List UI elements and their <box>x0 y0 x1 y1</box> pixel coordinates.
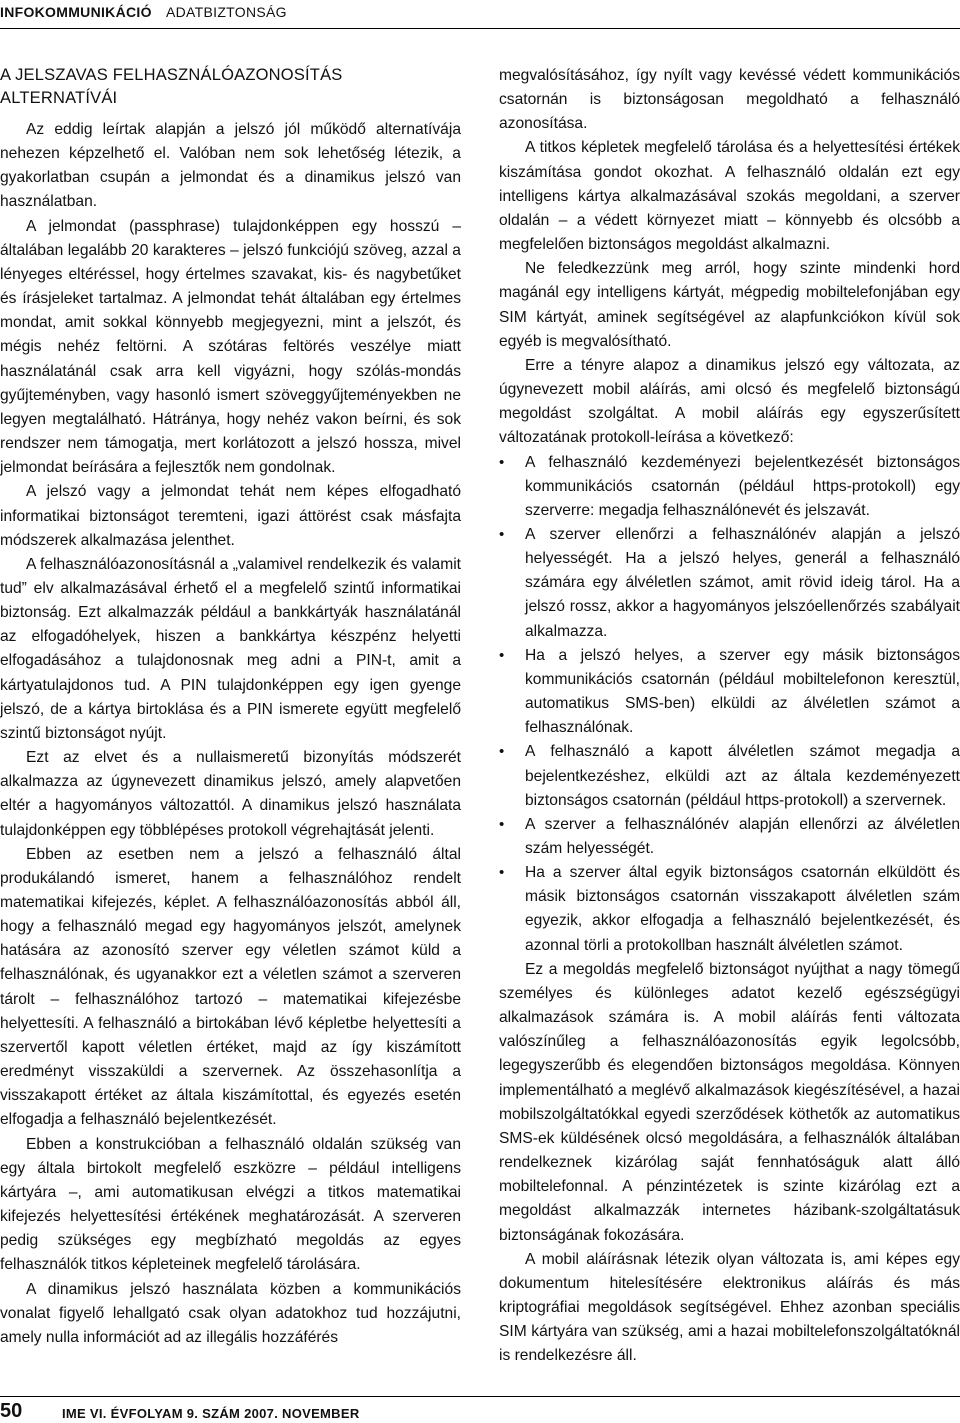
title-line-1: A JELSZAVAS FELHASZNÁLÓAZONOSÍTÁS <box>0 66 343 84</box>
running-header <box>0 0 960 30</box>
list-item <box>499 861 960 958</box>
left-paragraph: A jelszó vagy a jelmondat tehát nem képes elfogadható informatikai biztonságot teremteni, igazi áttörést csak másfajta módszerek alkalmazása jelenthet. <box>0 483 461 549</box>
left-paragraph: Ebben a konstrukcióban a felhasználó oldalán szükség van egy általa birtokolt megfelelő eszközre – például intelligens kártyára –, ami automatikusan elvégzi a titkos matematikai kifejezés helyettesítési értékének meghatározását. A szerveren pedig szükséges egy megbízható megoldás az egyes felhasználók titkos képleteinek megfelelő tárolására. <box>0 1135 461 1274</box>
page-footer <box>0 1396 960 1423</box>
right-paragraph: A titkos képletek megfelelő tárolása és a helyettesítési értékek kiszámítása gondot okozhat. A felhasználó oldalán ezt egy intelligens kártya alkalmazásával szokás megoldani, a szerver oldalán – a védett környezet miatt – könnyebb és olcsóbb a megfelelően biztonságos megoldást alkalmazni. <box>499 139 960 254</box>
header-subsection: ADATBIZTONSÁG <box>166 4 287 20</box>
right-paragraph: Ne feledkezzünk meg arról, hogy szinte mindenki hord magánál egy intelligens kártyát, mégpedig mobiltelefonjában egy SIM kártyát, aminek segítségével az alapfunkciókon kívül sok egyéb is megvalósítható. <box>499 260 960 350</box>
left-paragraph: A dinamikus jelszó használata közben a kommunikációs vonalat figyelő lehallgató csak olyan adatokhoz tud hozzájutni, amely nulla információt ad az illegális hozzáférés <box>0 1280 461 1346</box>
header-rule <box>0 28 960 29</box>
left-paragraph: Ezt az elvet és a nullaismeretű bizonyítás módszerét alkalmazza az úgynevezett dinamikus jelszó, amely alapvetően eltér a hagyományos változattól. A dinamikus jelszó használata tulajdonképpen egy többlépéses protokoll végrehajtását jelenti. <box>0 749 461 839</box>
left-paragraph: A jelmondat (passphrase) tulajdonképpen egy hosszú – általában legalább 20 karakteres – jelszó funkciójú szöveg, azzal a lényeges eltéréssel, hogy értelmes szavakat, kis- és nagybetűket és írásjeleket tartalmaz. A jelmondat tehát általában egy értelmes mondat, amit sokkal könnyebb megjegyezni, mint a jelszót, és mégis nehéz feltörni. A szótáras feltörés veszélye miatt használatánál csak arra kell vigyázni, hogy szólás-mondás gyűjteményben, vagy hasonló ismert szöveggyűjteményekben ne legyen megtalálható. Hátránya, hogy nehéz vakon beírni, és sok rendszer nem támogatja, mert korlátozott a jelszó hossza, mivel jelmondat beírására a fejlesztők nem gondolnak. <box>0 217 461 477</box>
article-title <box>0 64 461 110</box>
right-column <box>499 64 960 1368</box>
bullet-icon: • <box>499 453 505 471</box>
list-item-text: A szerver a felhasználónév alapján ellenőrzi az álvéletlen szám helyességét. <box>525 815 960 857</box>
list-item-text: A felhasználó kezdeményezi bejelentkezését biztonságos kommunikációs csatornán (például https-protokoll) egy szerverre: megadja felhasználónevét és jelszavát. <box>525 453 960 519</box>
list-item-text: A szerver ellenőrzi a felhasználónév alapján a jelszó helyességét. Ha a jelszó helyes, generál a felhasználó számára egy álvéletlen számot, amit rövid ideig tárol. Ha a jelszó rossz, akkor a hagyományos jelszóellenőrzés szabályait alkalmazza. <box>525 525 960 640</box>
list-item-text: A felhasználó a kapott álvéletlen számot megadja a bejelentkezéshez, elküldi azt az általa kezdeményezett biztonságos csatornán (például https-protokoll) a szervernek. <box>525 743 960 809</box>
right-paragraph: Erre a tényre alapoz a dinamikus jelszó egy változata, az úgynevezett mobil aláírás, ami olcsó és megfelelő biztonságú megoldást szolgáltat. A mobil aláírás egy egyszerűsített változatának protokoll-leírása a következő: <box>499 356 960 447</box>
bullet-icon: • <box>499 864 505 882</box>
footer-rule <box>0 1396 960 1397</box>
bullet-icon: • <box>499 743 505 761</box>
journal-info: IME VI. ÉVFOLYAM 9. SZÁM 2007. NOVEMBER <box>62 1406 360 1421</box>
title-line-2: ALTERNATÍVÁI <box>0 89 118 107</box>
list-item-text: Ha a szerver által egyik biztonságos csatornán elküldött és másik biztonságos csatornán visszakapott álvéletlen szám egyezik, akkor elfogadja a felhasználó bejelentkezését, és azonnal törli a protokollban használt álvéletlen számot. <box>525 864 960 954</box>
bullet-icon: • <box>499 815 505 833</box>
list-item <box>499 523 960 644</box>
list-item <box>499 740 960 812</box>
list-item <box>499 451 960 523</box>
right-paragraph: A mobil aláírásnak létezik olyan változata is, ami képes egy dokumentum hitelesítésére elektronikus aláírás és más kriptográfiai megoldások segítségével. Ehhez azonban speciális SIM kártyára van szükség, ami a hazai mobiltelefonszolgáltatóknál is rendelkezésre áll. <box>499 1250 960 1365</box>
bullet-icon: • <box>499 525 505 543</box>
protocol-steps-list <box>499 451 960 958</box>
left-paragraph: Ebben az esetben nem a jelszó a felhasználó által produkálandó ismeret, hanem a felhasználóhoz rendelt matematikai kifejezés, képlet. A felhasználóazonosítás abból áll, hogy a felhasználó megad egy hagyományos jelszót, amelynek hatására az azonosító szerver egy véletlen számot küld a felhasználónak, és ugyanakkor ezt a véletlen számot a szerveren tárolt – felhasználóhoz tartozó – matematikai kifejezésbe helyettesíti. A felhasználó a birtokában lévő képletbe helyettesíti a szervertől kapott véletlen értéket, majd az így kiszámított eredményt visszaküldi a szervernek. Az összehasonlítja a visszakapott értéket az általa kiszámítottal, és egyezés esetén elfogadja a felhasználó bejelentkezését. <box>0 845 461 1129</box>
right-paragraph: Ez a megoldás megfelelő biztonságot nyújthat a nagy tömegű személyes és különleges adatot kezelő egészségügyi alkalmazások számára is. A mobil aláírás fenti változata valószínűleg a felhasználóazonosítás egyik legolcsóbb, legegyszerűbb és elegendően biztonságos megoldása. Könnyen implementálható a meglévő alkalmazások kiegészítésével, a hazai mobilszolgáltatókkal egyedi szerződések köthetők az automatikus SMS-ek küldésének olcsó megoldására, a felhasználók általában rendelkeznek kizárólag saját fennhatóságuk alatt álló mobiltelefonnal. A pénzintézetek is szinte kizárólag ezt a megoldást alkalmazzák internetes házibank-szolgáltatásuk biztonságának fokozására. <box>499 960 960 1244</box>
list-item-text: Ha a jelszó helyes, a szerver egy másik biztonságos kommunikációs csatornán (például mobiltelefonon keresztül, automatikus SMS-ben) elküldi az álvéletlen számot a felhasználónak. <box>525 646 960 737</box>
list-item <box>499 813 960 861</box>
page-number: 50 <box>0 1400 23 1422</box>
bullet-icon: • <box>499 646 505 664</box>
left-paragraph: Az eddig leírtak alapján a jelszó jól működő alternatívája nehezen képzelhető el. Valóban nem sok lehetőség létezik, a gyakorlatban csupán a jelmondat és a dinamikus jelszó van használatban. <box>0 121 461 211</box>
list-item <box>499 644 960 741</box>
header-section: INFOKOMMUNIKÁCIÓ <box>0 4 152 20</box>
left-column <box>0 64 461 1350</box>
right-paragraph: megvalósításához, így nyílt vagy kevéssé védett kommunikációs csatornán is biztonságosan megoldható a felhasználó azonosítása. <box>499 67 960 133</box>
left-paragraph: A felhasználóazonosításnál a „valamivel rendelkezik és valamit tud” elv alkalmazásával érhető el a megfelelő szintű informatikai biztonság. Ezt alkalmazzák például a bankkártyák használatánál az elfogadóhelyek, hiszen a bankkártya készpénz helyetti elfogadásához a tulajdonosnak meg adni a PIN-t, amit a kártyatulajdonos tud. A PIN tulajdonképpen egy igen gyenge jelszó, de a kártya birtoklása és a PIN ismerete együtt megfelelő szintű biztonságot nyújt. <box>0 555 461 742</box>
